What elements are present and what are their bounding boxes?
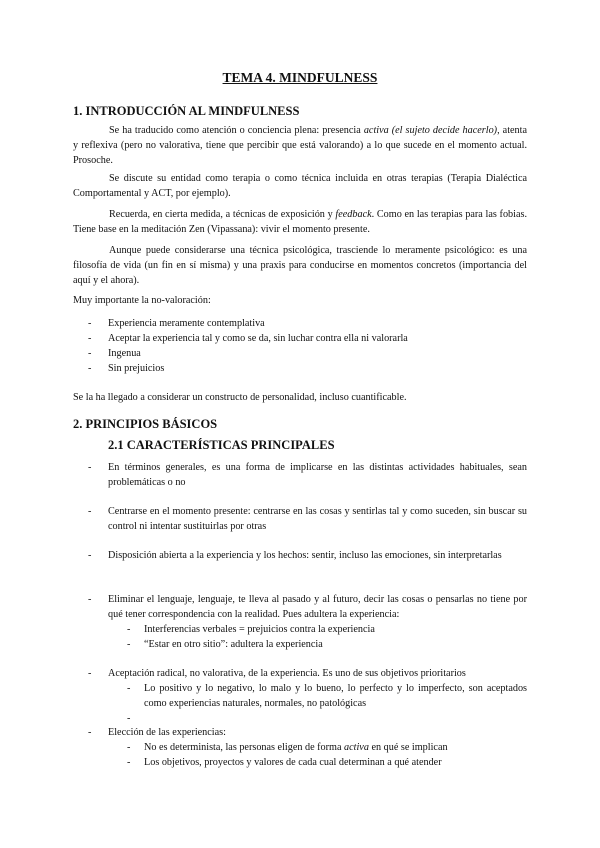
list-item: - Centrarse en el momento presente: centrarse en las cosas y sentirlas tal y como suceden, sin buscar su control ni intentar sustituirlas por otras [88, 506, 527, 532]
list-item: - Elección de las experiencias: [88, 727, 226, 738]
list-item: - Aceptar la experiencia tal y como se da, sin luchar contra ella ni valorarla [88, 333, 408, 344]
list-item: - Ingenua [88, 348, 141, 359]
paragraph-entity: Se discute su entidad como terapia o como técnica incluida en otras terapias (Terapia Dialéctica Comportamental y ACT, por ejemplo). [73, 173, 527, 199]
list-item: - Eliminar el lenguaje, lenguaje, te lleva al pasado y al futuro, decir las cosas o pensarlas no tiene por qué tener correspondencia con la realidad. Pues adultera la experiencia: [88, 594, 527, 620]
document-page: TEMA 4. MINDFULNESS 1. INTRODUCCIÓN AL MINDFULNESS Se ha traducido como atención o conciencia plena: presencia activa (el sujeto decide hacerlo), atenta y reflexiva (pero no valorativa, tiene que percibir que está valorando) a lo que sucede en el momento actual. Prosoche. Se discute su entidad como terapia o como técnica incluida en otras terapias (Terapia Dialéctica Comportamental y ACT, por ejemplo). Recuerda, en cierta medida, a técnicas de exposición y feedback. Como en las terapias para las fobias. Tiene base en la meditación Zen (Vipassana): vivir el momento presente. Aunque puede considerarse una técnica psicológica, trasciende lo meramente psicológico: es una filosofía de vida (un fin en sí misma) y una praxis para conducirse en momentos concretos (importancia del aquí y el ahora). Muy importante la no-valoración: - Experiencia meramente contemplativa - Aceptar la experiencia tal y como se da, sin luchar contra ella ni valorarla - Ingenua - Sin prejuicios Se la ha llegado a considerar un constructo de personalidad, incluso cuantificable. 2. PRINCIPIOS BÁSICOS 2.1 CARACTERÍSTICAS PRINCIPALES - En términos generales, es una forma de implicarse en las distintas actividades habituales, sean problemáticas o no - Centrarse en el momento presente: centrarse en las cosas y sentirlas tal y como suceden, sin buscar su control ni intentar sustituirlas por otras - Disposición abierta a la experiencia y los hechos: sentir, incluso las emociones, sin interpretarlas - Eliminar el lenguaje, lenguaje, te lleva al pasado y al futuro, decir las cosas o pensarlas no tiene por qué tener correspondencia con la realidad. Pues adultera la experiencia: - Interferencias verbales = prejuicios contra la experiencia - “Estar en otro sitio”: adultera la experiencia - Aceptación radical, no valorativa, de la experiencia. Es uno de sus objetivos prioritarios - Lo positivo y lo negativo, lo malo y lo bueno, lo perfecto y lo imperfecto, son aceptados como experiencias naturales, normales, no patológicas - - Elección de las experiencias: - No es determinista, las personas eligen de forma activa en qué se implican - Los objetivos, proyectos y valores de cada cual determinan a qué atender [0, 0, 600, 848]
subsection-2-1-heading: 2.1 CARACTERÍSTICAS PRINCIPALES [108, 438, 335, 452]
list-item: - Aceptación radical, no valorativa, de la experiencia. Es uno de sus objetivos prioritarios [88, 668, 466, 679]
section-1-heading: 1. INTRODUCCIÓN AL MINDFULNESS [73, 104, 300, 118]
paragraph-philosophy: Aunque puede considerarse una técnica psicológica, trasciende lo meramente psicológico: es una filosofía de vida (un fin en sí misma) y una praxis para conducirse en momentos concretos (importancia del aquí y el ahora). [73, 245, 527, 286]
sub-list-item: - No es determinista, las personas eligen de forma activa en qué se implican [127, 742, 448, 753]
list-item: - Disposición abierta a la experiencia y los hechos: sentir, incluso las emociones, sin interpretarlas [88, 550, 502, 561]
sub-list-item: - Interferencias verbales = prejuicios contra la experiencia [127, 624, 375, 635]
paragraph-non-valuation: Muy importante la no-valoración: [73, 295, 211, 306]
list-item: - Experiencia meramente contemplativa [88, 318, 265, 329]
sub-list-item: - Lo positivo y lo negativo, lo malo y lo bueno, lo perfecto y lo imperfecto, son aceptados como experiencias naturales, normales, no patológicas [127, 683, 527, 709]
sub-list-item: - Los objetivos, proyectos y valores de cada cual determinan a qué atender [127, 757, 442, 768]
sub-list-item: - “Estar en otro sitio”: adultera la experiencia [127, 639, 323, 650]
page-title: TEMA 4. MINDFULNESS [222, 70, 378, 85]
list-item: - Sin prejuicios [88, 363, 165, 374]
section-2-heading: 2. PRINCIPIOS BÁSICOS [73, 417, 218, 431]
paragraph-construct: Se la ha llegado a considerar un constructo de personalidad, incluso cuantificable. [73, 392, 407, 403]
list-item: - En términos generales, es una forma de implicarse en las distintas actividades habituales, sean problemáticas o no [88, 462, 527, 488]
paragraph-definition: Se ha traducido como atención o conciencia plena: presencia activa (el sujeto decide hacerlo), atenta y reflexiva (pero no valorativa, tiene que percibir que está valorando) a lo que sucede en el momento actual. Prosoche. [73, 125, 527, 166]
paragraph-exposure: Recuerda, en cierta medida, a técnicas de exposición y feedback. Como en las terapias para las fobias. Tiene base en la meditación Zen (Vipassana): vivir el momento presente. [73, 209, 528, 235]
